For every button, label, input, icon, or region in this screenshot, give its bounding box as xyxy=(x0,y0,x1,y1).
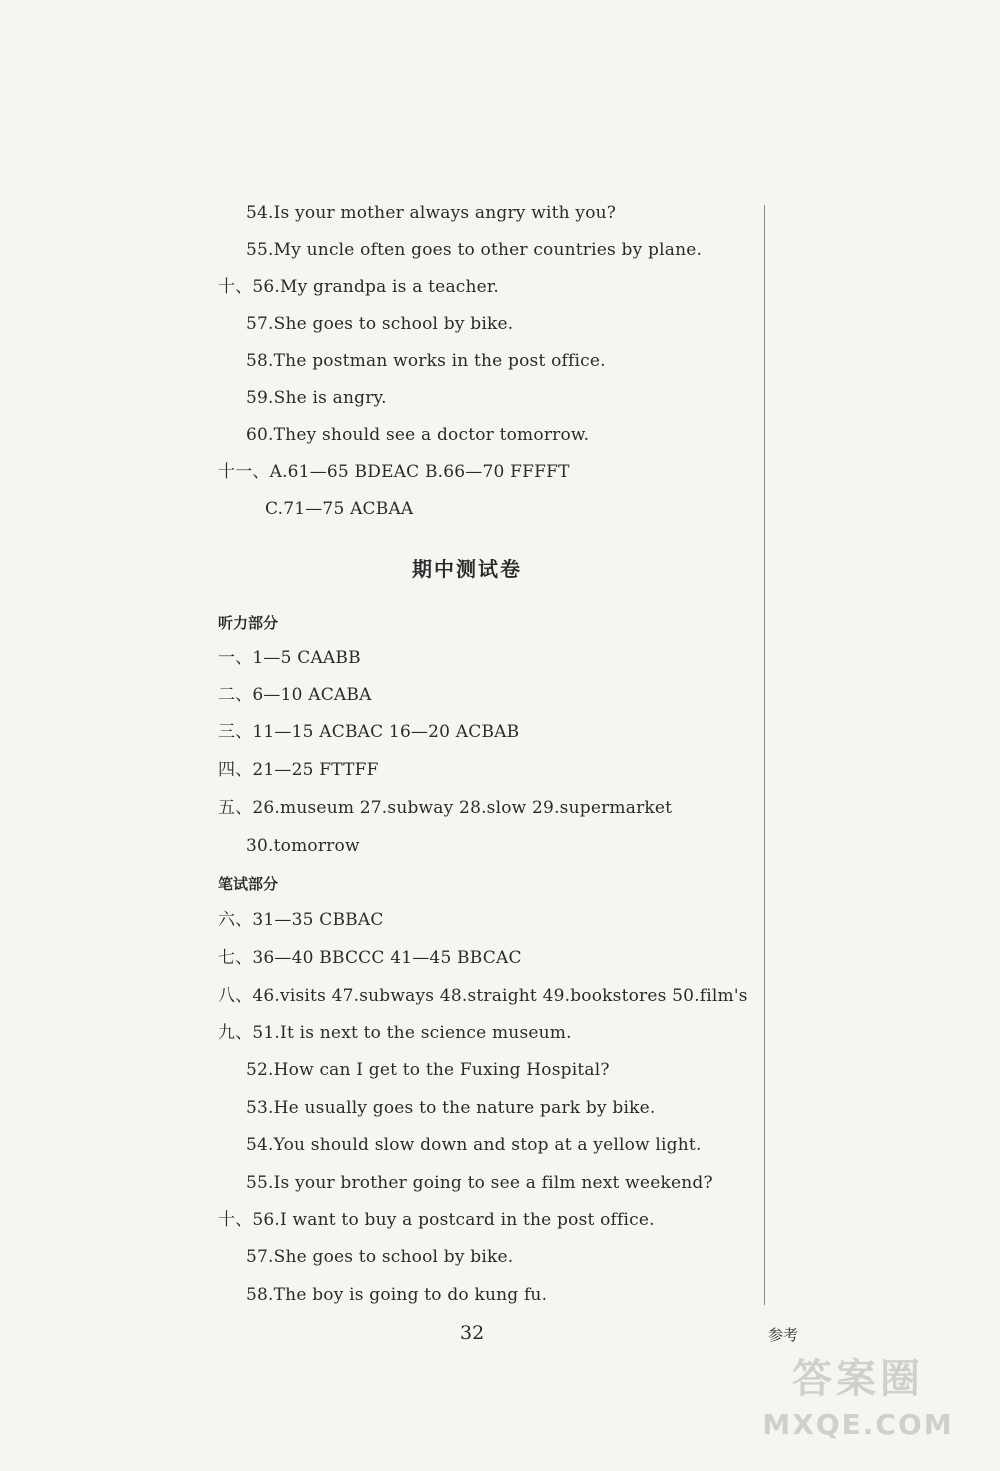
answer-line: 三、11—15 ACBAC 16—20 ACBAB xyxy=(218,722,520,742)
answer-line: 52.How can I get to the Fuxing Hospital? xyxy=(246,1060,610,1080)
answer-line: 八、46.visits 47.subways 48.straight 49.bookstores 50.film's xyxy=(218,986,748,1006)
margin-rule xyxy=(764,205,765,1305)
listening-label: 听力部分 xyxy=(218,614,279,632)
answer-line: 一、1—5 CAABB xyxy=(218,648,361,668)
answer-line: 五、26.museum 27.subway 28.slow 29.supermarket xyxy=(218,798,673,818)
answer-line: 十、56.I want to buy a postcard in the post office. xyxy=(218,1210,655,1230)
answer-line: 30.tomorrow xyxy=(246,836,360,856)
answer-line: 53.He usually goes to the nature park by bike. xyxy=(246,1098,656,1118)
written-label: 笔试部分 xyxy=(218,875,279,893)
answer-line: 55.My uncle often goes to other countries by plane. xyxy=(246,240,703,260)
answer-line: 54.Is your mother always angry with you? xyxy=(246,203,617,223)
answer-line: 57.She goes to school by bike. xyxy=(246,1247,514,1267)
answer-line: 55.Is your brother going to see a film next weekend? xyxy=(246,1173,713,1193)
watermark-top-text: 答案圈 xyxy=(792,1356,924,1402)
answer-line: 十一、A.61—65 BDEAC B.66—70 FFFFT xyxy=(218,462,570,482)
answer-line: 四、21—25 FTTFF xyxy=(218,760,379,780)
answer-line: 九、51.It is next to the science museum. xyxy=(218,1023,572,1043)
watermark-bottom-text: MXQE.COM xyxy=(762,1408,954,1441)
answer-line: 十、56.My grandpa is a teacher. xyxy=(218,277,499,297)
watermark-logo xyxy=(728,1351,988,1461)
answer-line: 七、36—40 BBCCC 41—45 BBCAC xyxy=(218,948,522,968)
section-title: 期中测试卷 xyxy=(412,557,522,581)
answer-line: 54.You should slow down and stop at a yellow light. xyxy=(246,1135,702,1155)
footer-label: 参考 xyxy=(768,1326,799,1344)
answer-line: 57.She goes to school by bike. xyxy=(246,314,514,334)
answer-line: 59.She is angry. xyxy=(246,388,387,408)
answer-line: 60.They should see a doctor tomorrow. xyxy=(246,425,590,445)
answer-line: 58.The boy is going to do kung fu. xyxy=(246,1285,548,1305)
answer-line: 六、31—35 CBBAC xyxy=(218,910,384,930)
answer-line: C.71—75 ACBAA xyxy=(265,499,414,519)
answer-line: 二、6—10 ACABA xyxy=(218,685,372,705)
answer-line: 58.The postman works in the post office. xyxy=(246,351,606,371)
page-number: 32 xyxy=(460,1322,485,1344)
